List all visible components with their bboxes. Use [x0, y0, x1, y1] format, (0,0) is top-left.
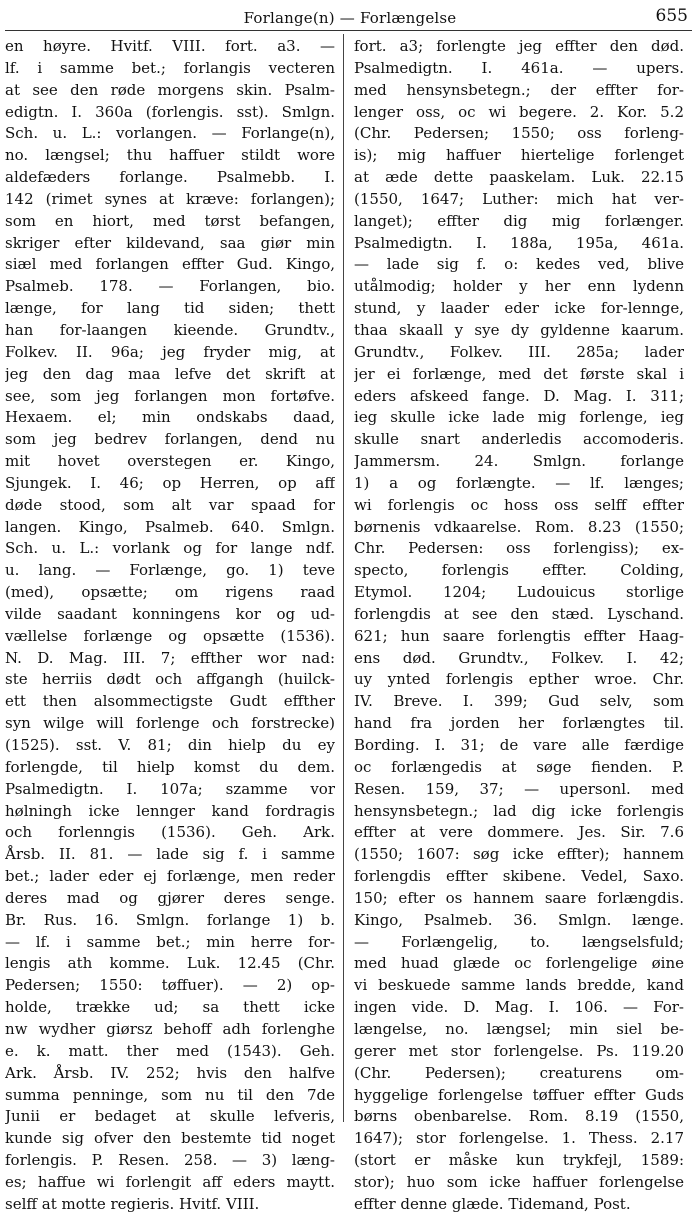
text-line: Psalmedigtn. I. 461a. — upers. — [354, 58, 684, 77]
text-line: ett then alsommectigste Gudt effther — [5, 692, 335, 711]
text-line: børns obenbarelse. Rom. 8.19 (1550, — [354, 1107, 684, 1126]
text-line: aldefæders forlange. Psalmebb. I. — [5, 168, 335, 187]
text-line: edigtn. I. 360a (forlengis. sst). Smlgn. — [5, 102, 335, 121]
text-line: en høyre. Hvitf. VIII. fort. a3. — — [5, 37, 335, 55]
text-line: skulle snart anderledis accomoderis. — [354, 430, 684, 449]
text-line: gerer met stor forlengelse. Ps. 119.20 — [354, 1041, 684, 1060]
text-line: 621; hun saare forlengtis effter Haag- — [354, 626, 684, 645]
text-line: Resen. 159, 37; — upersonl. med — [354, 779, 684, 798]
text-line: e. k. matt. ther med (1543). Geh. — [5, 1041, 335, 1060]
text-line: Sch. u. L.: vorlank og for lange ndf. — [5, 539, 335, 558]
text-line: 1) a og forlængte. — lf. længes; — [354, 473, 684, 492]
text-line: lenger oss, oc wi begere. 2. Kor. 5.2 — [354, 102, 684, 121]
text-line: no. længsel; thu haffuer stildt wore — [5, 146, 335, 165]
text-line: effter at vere dommere. Jes. Sir. 7.6 — [354, 823, 684, 842]
text-line: Hexaem. el; min ondskabs daad, — [5, 408, 335, 427]
text-line: fort. a3; forlengte jeg effter den død. — [354, 37, 684, 55]
text-line: langen. Kingo, Psalmeb. 640. Smlgn. — [5, 517, 335, 536]
text-line: døde stood, som alt var spaad for — [5, 495, 335, 514]
text-line: Ark. Årsb. IV. 252; hvis den halfve — [5, 1063, 335, 1082]
text-line: Chr. Pedersen: oss forlengiss); ex- — [354, 539, 684, 558]
text-line: længelse, no. længsel; min siel be- — [354, 1019, 684, 1038]
text-line: børnenis vdkaarelse. Rom. 8.23 (1550; — [354, 517, 684, 536]
text-line: specto, forlengis effter. Colding, — [354, 561, 684, 580]
text-line: hensynsbetegn.; lad dig icke forlengis — [354, 801, 684, 820]
text-line: Junii er bedaget at skulle lefveris, — [5, 1107, 335, 1126]
text-line: hyggelige forlengelse tøffuer effter Guds — [354, 1085, 684, 1104]
text-line: at see den røde morgens skin. Psalm- — [5, 80, 335, 99]
text-line: skriger efter kildevand, saa giør min — [5, 233, 335, 252]
text-line: Psalmedigtn. I. 107a; szamme vor — [5, 779, 335, 798]
text-line: forlengis. P. Resen. 258. — 3) læng- — [5, 1151, 335, 1170]
text-line: effter denne glæde. Tidemand, Post. — [354, 1194, 631, 1213]
text-line: syn wilge will forlenge och forstrecke) — [5, 714, 335, 733]
text-line: selff at motte regieris. Hvitf. VIII. — [5, 1194, 260, 1213]
text-line: ingen vide. D. Mag. I. 106. — For- — [354, 998, 684, 1017]
text-line: lengis ath komme. Luk. 12.45 (Chr. — [5, 954, 335, 973]
text-line: eders afskeed fange. D. Mag. I. 311; — [354, 386, 684, 405]
text-line: — lf. i samme bet.; min herre for- — [5, 932, 335, 951]
text-line: langet); effter dig mig forlænger. — [354, 211, 684, 230]
left-column — [5, 36, 335, 1216]
text-line: — lade sig f. o: kedes ved, blive — [354, 255, 684, 274]
text-line: (Chr. Pedersen); creaturens om- — [354, 1063, 684, 1082]
text-line: hølningh icke lennger kand fordragis — [5, 801, 335, 820]
text-line: Sjungek. I. 46; op Herren, op aff — [5, 473, 335, 492]
text-line: Folkev. II. 96a; jeg fryder mig, at — [5, 342, 335, 361]
text-line: Psalmeb. 178. — Forlangen, bio. — [5, 277, 335, 296]
text-line: 150; efter os hannem saare forlængdis. — [354, 888, 684, 907]
text-line: holde, trække ud; sa thett icke — [5, 998, 335, 1017]
page-number: 655 — [655, 6, 688, 26]
text-line: see, som jeg forlangen mon fortøfve. — [5, 386, 335, 405]
right-column — [354, 36, 684, 1216]
text-line: ste herriis dødt och affgangh (huilck- — [5, 670, 335, 689]
text-line: jeg den dag maa lefve det skrift at — [5, 364, 335, 383]
text-line: ieg skulle icke lade mig forlenge, ieg — [354, 408, 684, 427]
text-line: Etymol. 1204; Ludouicus storlige — [354, 583, 684, 602]
text-line: ens død. Grundtv., Folkev. I. 42; — [354, 648, 684, 667]
text-line: forlengdis effter skibene. Vedel, Saxo. — [354, 867, 684, 886]
text-line: stund, y laader eder icke for-lennge, — [354, 299, 684, 318]
text-line: (med), opsætte; om rigens raad — [5, 583, 335, 602]
text-line: (1550; 1607: søg icke effter); hannem — [354, 845, 684, 864]
text-line: længe, for lang tid siden; thett — [5, 299, 335, 318]
text-line: deres mad og gjører deres senge. — [5, 888, 335, 907]
running-head: Forlange(n) — Forlængelse — [243, 9, 457, 27]
text-line: — Forlængelig, to. længselsfuld; — [354, 932, 684, 951]
text-line: och forlenngis (1536). Geh. Ark. — [5, 823, 335, 842]
text-line: mit hovet overstegen er. Kingo, — [5, 452, 335, 471]
text-line: summa penninge, som nu til den 7de — [5, 1085, 335, 1104]
page-header — [0, 4, 700, 30]
text-line: 1647); stor forlengelse. 1. Thess. 2.17 — [354, 1129, 684, 1148]
text-line: (stort er måske kun trykfejl, 1589: — [354, 1151, 684, 1170]
text-line: oc forlængedis at søge fienden. P. — [354, 757, 684, 776]
text-line: vi beskuede samme lands bredde, kand — [354, 976, 684, 995]
text-line: Br. Rus. 16. Smlgn. forlange 1) b. — [5, 910, 335, 929]
text-line: vilde saadant konningens kor og ud- — [5, 604, 335, 623]
text-line: (1550, 1647; Luther: mich hat ver- — [354, 189, 684, 208]
text-line: hand fra jorden her forlængtes til. — [354, 714, 684, 733]
text-line: N. D. Mag. III. 7; effther wor nad: — [5, 648, 335, 667]
text-line: Jammersm. 24. Smlgn. forlange — [354, 452, 684, 471]
text-line: thaa skaall y sye dy gyldenne kaarum. — [354, 320, 684, 339]
text-line: som jeg bedrev forlangen, dend nu — [5, 430, 335, 449]
header-rule — [5, 30, 692, 31]
text-line: Pedersen; 1550: tøffuer). — 2) op- — [5, 976, 335, 995]
text-line: Psalmedigtn. I. 188a, 195a, 461a. — [354, 233, 684, 252]
text-line: is); mig haffuer hiertelige forlenget — [354, 146, 684, 165]
text-line: Kingo, Psalmeb. 36. Smlgn. længe. — [354, 910, 684, 929]
text-line: utålmodig; holder y her enn lydenn — [354, 277, 684, 296]
text-line: (Chr. Pedersen; 1550; oss forleng- — [354, 124, 684, 143]
text-line: forlengde, til hielp komst du dem. — [5, 757, 335, 776]
text-line: at æde dette paaskelam. Luk. 22.15 — [354, 168, 684, 187]
text-line: Årsb. II. 81. — lade sig f. i samme — [5, 845, 335, 864]
text-line: siæl med forlangen effter Gud. Kingo, — [5, 255, 335, 274]
text-line: uy ynted forlengis epther wroe. Chr. — [354, 670, 684, 689]
text-line: nw wydher giørsz behoff adh forlenghe — [5, 1019, 335, 1038]
text-line: han for-laangen kieende. Grundtv., — [5, 320, 335, 339]
text-line: kunde sig ofver den bestemte tid noget — [5, 1129, 335, 1148]
column-divider — [343, 34, 344, 1122]
text-line: bet.; lader eder ej forlænge, men reder — [5, 867, 335, 886]
text-line: som en hiort, med tørst befangen, — [5, 211, 335, 230]
text-line: wi forlengis oc hoss oss selff effter — [354, 495, 684, 514]
text-line: Grundtv., Folkev. III. 285a; lader — [354, 342, 684, 361]
text-line: med hensynsbetegn.; der effter for- — [354, 80, 684, 99]
text-line: lf. i samme bet.; forlangis vecteren — [5, 58, 335, 77]
text-line: (1525). sst. V. 81; din hielp du ey — [5, 736, 335, 754]
text-line: Sch. u. L.: vorlangen. — Forlange(n), — [5, 124, 335, 143]
text-line: stor); huo som icke haffuer forlengelse — [354, 1172, 684, 1191]
text-line: vællelse forlænge og opsætte (1536). — [5, 626, 335, 645]
text-line: es; haffue wi forlengit aff eders maytt. — [5, 1172, 335, 1191]
text-line: IV. Breve. I. 399; Gud selv, som — [354, 692, 684, 711]
text-line: jer ei forlænge, med det første skal i — [354, 364, 684, 383]
text-line: Bording. I. 31; de vare alle færdige — [354, 736, 684, 754]
text-line: med huad glæde oc forlengelige øine — [354, 954, 684, 973]
text-line: forlengdis at see den stæd. Lyschand. — [354, 604, 684, 623]
text-line: u. lang. — Forlænge, go. 1) teve — [5, 561, 335, 580]
text-line: 142 (rimet synes at kræve: forlangen); — [5, 189, 335, 208]
